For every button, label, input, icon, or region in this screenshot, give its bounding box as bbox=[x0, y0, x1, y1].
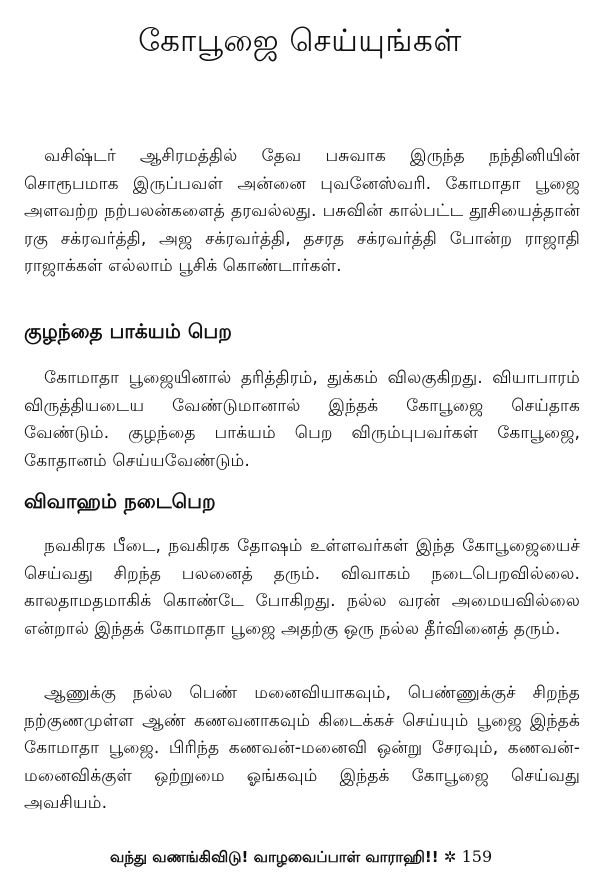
page-title: கோபூஜை செய்யுங்கள் bbox=[138, 23, 462, 59]
section-heading-child-blessing: குழந்தை பாக்யம் பெற bbox=[24, 319, 232, 343]
page-footer bbox=[110, 846, 590, 868]
section-paragraph-child-blessing: கோமாதா பூஜையினால் தரித்திரம், துக்கம் விலகுகிறது. வியாபாரம் விருத்தியடைய வேண்டுமானால் இந்தக் கோபூஜை செய்தாக வேண்டும். குழந்தை பாக்யம் பெற விரும்புபவர்கள் கோபூஜை, கோதானம் செய்யவேண்டும். bbox=[24, 368, 580, 471]
section-paragraph-marriage-2: ஆணுக்கு நல்ல பெண் மனைவியாகவும், பெண்ணுக்குச் சிறந்த நற்குணமுள்ள ஆண் கணவனாகவும் கிடைக்கச் செய்யும் பூஜை இந்தக் கோமாதா பூஜை. பிரிந்த கணவன்-மனைவி ஒன்று சேரவும், கணவன்-மனைவிக்குள் ஒற்றுமை ஓங்கவும் இந்தக் கோபூஜை செய்வது அவசியம். bbox=[24, 683, 580, 814]
intro-paragraph: வசிஷ்டர் ஆசிரமத்தில் தேவ பசுவாக இருந்த நந்தினியின் சொரூபமாக இருப்பவள் அன்னை புவனேஸ்வரி. கோமாதா பூஜை அளவற்ற நற்பலன்களைத் தரவல்லது. பசுவின் கால்பட்ட தூசியைத்தான் ரகு சக்ரவர்த்தி, அஜ சக்ரவர்த்தி, தசரத சக்ரவர்த்தி போன்ற ராஜாதி ராஜாக்கள் எல்லாம் பூசிக் கொண்டார்கள். bbox=[24, 146, 580, 277]
footer-tagline: வந்து வணங்கிவிடு! வாழவைப்பாள் வாராஹி!! ✲ bbox=[110, 848, 462, 866]
page-number: 159 bbox=[461, 847, 493, 866]
section-heading-marriage: விவாஹம் நடைபெற bbox=[24, 489, 216, 513]
section-paragraph-marriage-1: நவகிரக பீடை, நவகிரக தோஷம் உள்ளவர்கள் இந்த கோபூஜையைச் செய்வது சிறந்த பலனைத் தரும். விவாகம் நடைபெறவில்லை. காலதாமதமாகிக் கொண்டே போகிறது. நல்ல வரன் அமையவில்லை என்றால் இந்தக் கோமாதா பூஜை அதற்கு ஒரு நல்ல தீர்வினைத் தரும். bbox=[24, 536, 580, 639]
